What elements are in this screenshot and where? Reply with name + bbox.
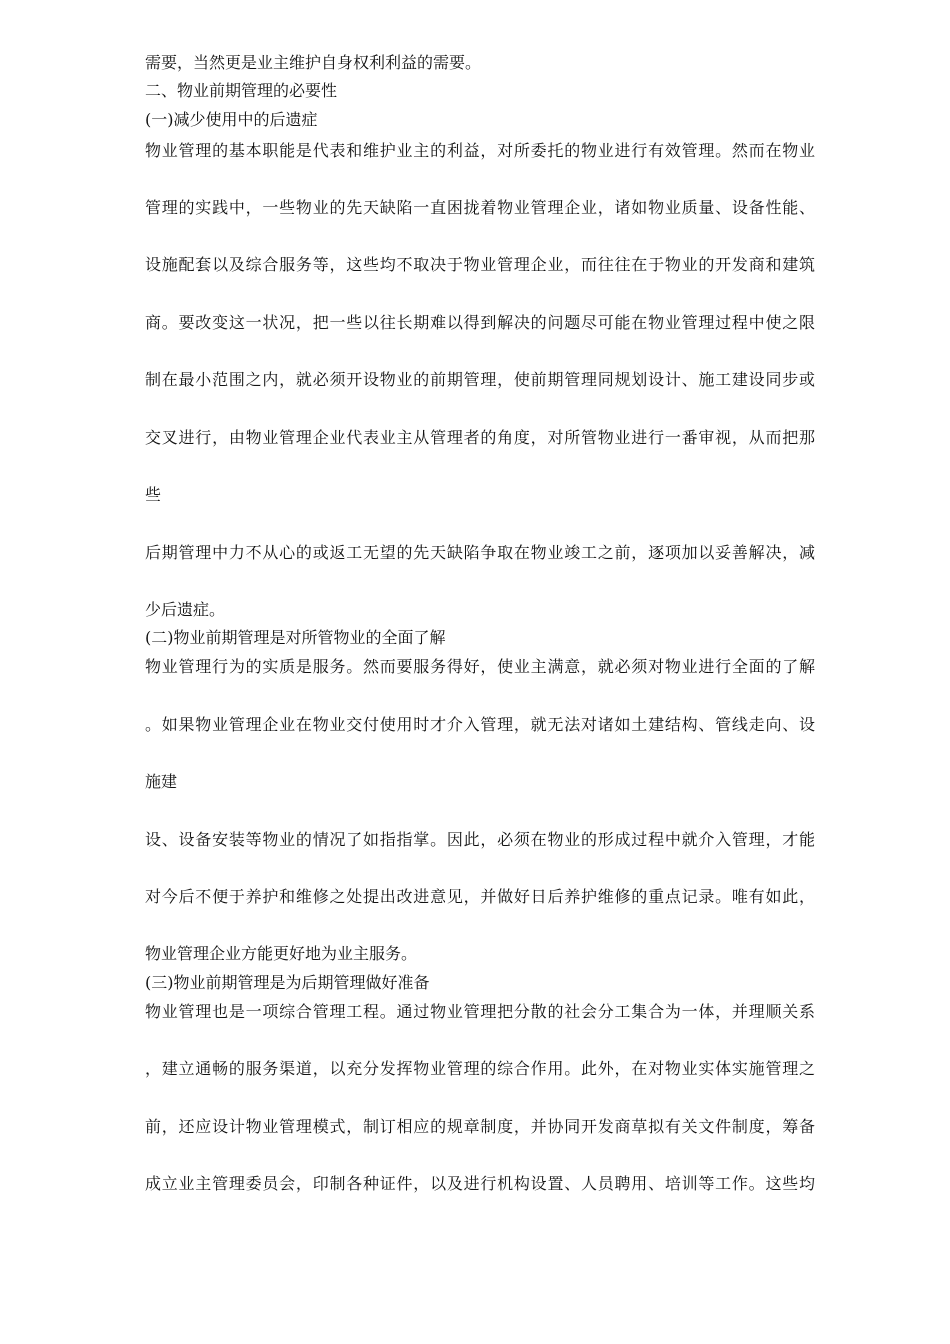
subsection-heading: (二)物业前期管理是对所管物业的全面了解 bbox=[145, 628, 446, 647]
paragraph-line: 对今后不便于养护和维修之处提出改进意见，并做好日后养护维修的重点记录。唯有如此， bbox=[145, 887, 815, 906]
paragraph-line: 设、设备安装等物业的情况了如指指掌。因此，必须在物业的形成过程中就介入管理，才能 bbox=[145, 830, 815, 849]
paragraph-line: 。如果物业管理企业在物业交付使用时才介入管理，就无法对诸如土建结构、管线走向、设 bbox=[145, 715, 815, 734]
paragraph-line: 少后遗症。 bbox=[145, 600, 226, 619]
paragraph-line: 物业管理企业方能更好地为业主服务。 bbox=[145, 944, 418, 963]
paragraph-line: 商。要改变这一状况，把一些以往长期难以得到解决的问题尽可能在物业管理过程中使之限 bbox=[145, 313, 815, 332]
paragraph-line: 需要，当然更是业主维护自身权利利益的需要。 bbox=[145, 53, 482, 72]
paragraph-line: 制在最小范围之内，就必须开设物业的前期管理，使前期管理同规划设计、施工建设同步或 bbox=[145, 370, 815, 389]
paragraph-line: 物业管理也是一项综合管理工程。通过物业管理把分散的社会分工集合为一体，并理顺关系 bbox=[145, 1002, 815, 1021]
paragraph-line: 施建 bbox=[145, 772, 178, 791]
paragraph-line: 设施配套以及综合服务等，这些均不取决于物业管理企业，而往往在于物业的开发商和建筑 bbox=[145, 255, 815, 274]
paragraph-line: 物业管理行为的实质是服务。然而要服务得好，使业主满意，就必须对物业进行全面的了解 bbox=[145, 657, 815, 676]
subsection-heading: (一)减少使用中的后遗症 bbox=[145, 110, 318, 129]
paragraph-line: 前，还应设计物业管理模式，制订相应的规章制度，并协同开发商草拟有关文件制度，筹备 bbox=[145, 1117, 815, 1136]
paragraph-line: 些 bbox=[145, 485, 162, 504]
paragraph-line: 物业管理的基本职能是代表和维护业主的利益，对所委托的物业进行有效管理。然而在物业 bbox=[145, 141, 815, 160]
paragraph-line: 后期管理中力不从心的或返工无望的先天缺陷争取在物业竣工之前，逐项加以妥善解决，减 bbox=[145, 543, 815, 562]
subsection-heading: (三)物业前期管理是为后期管理做好准备 bbox=[145, 973, 430, 992]
paragraph-line: ，建立通畅的服务渠道，以充分发挥物业管理的综合作用。此外，在对物业实体实施管理之 bbox=[145, 1059, 815, 1078]
paragraph-line: 管理的实践中，一些物业的先天缺陷一直困拢着物业管理企业，诸如物业质量、设备性能、 bbox=[145, 198, 815, 217]
paragraph-line: 交叉进行，由物业管理企业代表业主从管理者的角度，对所管物业进行一番审视，从而把那 bbox=[145, 428, 815, 447]
paragraph-line: 成立业主管理委员会，印制各种证件，以及进行机构设置、人员聘用、培训等工作。这些均 bbox=[145, 1174, 815, 1193]
section-heading: 二、物业前期管理的必要性 bbox=[145, 81, 338, 100]
